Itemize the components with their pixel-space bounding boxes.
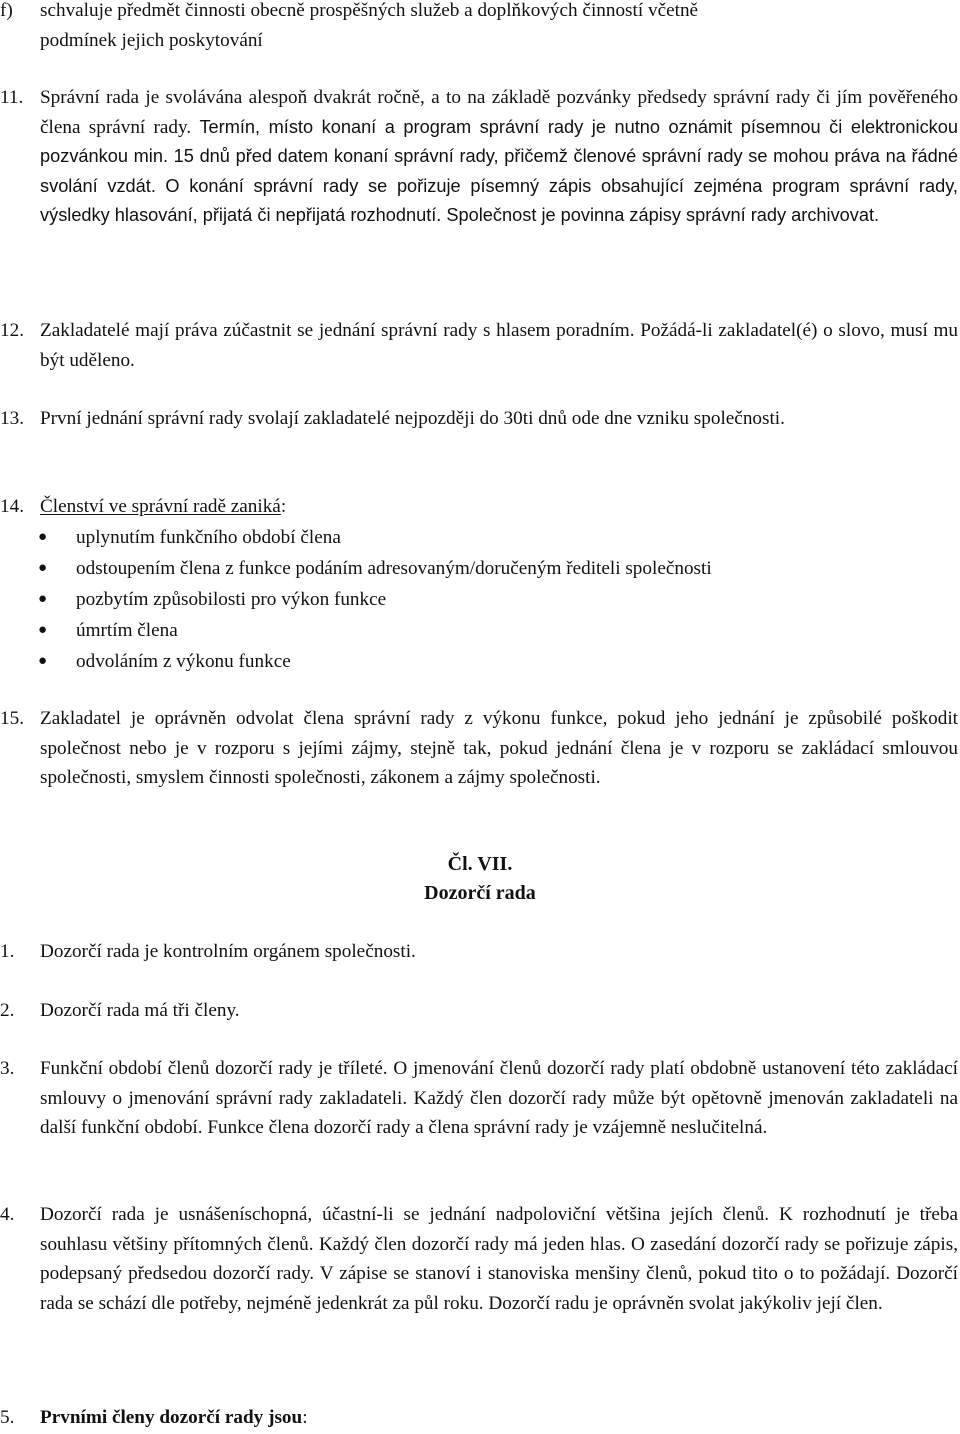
item-f-line2: podmínek jejich poskytování	[40, 29, 263, 51]
item-f-line1: schvaluje předmět činnosti obecně prospěšných služeb a doplňkových činností včetně	[40, 0, 699, 21]
supervisory-paragraph-4-text: Dozorčí rada je usnášeníschopná, účastní-li se jednání nadpoloviční většina jejích členů. K rozhodnutí je třeba souhlasu většiny přítomných členů. Každý člen dozorčí rady má jeden hlas. O zasedání dozorčí rady se pořizuje zápis, podepsaný předsedou dozorčí rady. V zápise se stanoví i stanoviska menšiny členů, pokud tito o to požádají. Dozorčí rada se schází dle potřeby, nejméně jedenkrát za půl roku. Dozorčí radu je oprávněn svolat jakýkoliv její člen.	[40, 1204, 958, 1314]
article-title: Dozorčí rada	[424, 882, 536, 904]
paragraph-11-sentence-c: O konání správní rady se pořizuje písemný zápis obsahující zejména program správní rady, výsledky hlasování, přijatá či nepřijatá rozhodnutí. Společnost je povinna zápisy správní rady archivovat.	[40, 175, 958, 225]
paragraph-11-number: 11.	[0, 87, 24, 108]
supervisory-paragraph-3-text: Funkční období členů dozorčí rady je tříleté. O jmenování členů dozorčí rady platí obdobně ustanovení této zakládací smlouvy o jmenování správní rady zakladateli. Každý člen dozorčí rady může být opětovně jmenován zakladateli na další funkční období. Funkce člena dozorčí rady a člena správní rady je vzájemně neslučitelná.	[40, 1058, 958, 1138]
paragraph-11-sentence-b: Termín, místo konaní a program správní rady je nutno oznámit písemnou či elektronickou pozvánkou min. 15 dnů před datem konaní správní rady, přičemž členové správní rady se mohou práva na řádné svolání vzdát.	[40, 116, 958, 196]
paragraph-15-text: Zakladatel je oprávněn odvolat člena správní rady z výkonu funkce, pokud jeho jednání je způsobilé poškodit společnost nebo je v rozporu s jejími zájmy, stejně tak, pokud jednání člena je v rozporu se zakládací smlouvou společnosti, smyslem činnosti společnosti, zákonem a zájmy společnosti.	[40, 708, 958, 788]
paragraph-15	[0, 704, 958, 793]
paragraph-11-sentence-a: Správní rada je svolávána alespoň dvakrát ročně, a to na základě pozvánky předsedy správní rady či jím pověřeného člena správní rady.	[40, 87, 958, 138]
paragraph-11-text	[40, 83, 958, 231]
list-item: ● odvoláním z výkonu funkce	[38, 651, 291, 672]
supervisory-paragraph-1-number: 1.	[0, 941, 15, 962]
supervisory-paragraph-5-label: Prvními členy dozorčí rady jsou	[40, 1407, 303, 1428]
paragraph-12	[0, 316, 958, 375]
list-item: ● pozbytím způsobilosti pro výkon funkce	[38, 589, 387, 610]
supervisory-paragraph-2-text: Dozorčí rada má tři členy.	[40, 1000, 240, 1021]
paragraph-13-text: První jednání správní rady svolají zakladatelé nejpozději do 30ti dnů ode dne vzniku společnosti.	[40, 408, 785, 429]
supervisory-paragraph-3	[0, 1054, 958, 1143]
membership-end-list	[0, 522, 958, 677]
paragraph-13	[0, 404, 958, 434]
paragraph-11	[0, 83, 958, 231]
supervisory-paragraph-5: 5. Prvními členy dozorčí rady jsou:	[0, 1403, 958, 1433]
paragraph-14: 14. Členství ve správní radě zaniká:	[0, 492, 958, 522]
supervisory-paragraph-1	[0, 937, 958, 967]
list-item: ● úmrtím člena	[38, 620, 178, 641]
supervisory-paragraph-2-number: 2.	[0, 1000, 15, 1021]
paragraph-12-number: 12.	[0, 320, 24, 341]
list-item: ● uplynutím funkčního období člena	[38, 527, 341, 548]
supervisory-paragraph-3-number: 3.	[0, 1058, 15, 1079]
list-item: ● odstoupením člena z funkce podáním adresovaným/doručeným řediteli společnosti	[38, 558, 712, 579]
supervisory-paragraph-4	[0, 1200, 958, 1318]
item-f	[0, 0, 958, 55]
supervisory-paragraph-4-number: 4.	[0, 1204, 15, 1225]
supervisory-paragraph-2	[0, 996, 958, 1026]
supervisory-paragraph-1-text: Dozorčí rada je kontrolním orgánem společnosti.	[40, 941, 416, 962]
paragraph-13-number: 13.	[0, 408, 24, 429]
item-f-marker: f)	[0, 0, 13, 21]
paragraph-14-label: Členství ve správní radě zaniká	[40, 496, 281, 517]
paragraph-12-text: Zakladatelé mají práva zúčastnit se jednání správní rady s hlasem poradním. Požádá-li zakladatel(é) o slovo, musí mu být uděleno.	[40, 320, 958, 371]
paragraph-14-number: 14.	[0, 496, 24, 517]
paragraph-15-number: 15.	[0, 708, 24, 729]
article-number: Čl. VII.	[447, 853, 513, 875]
supervisory-paragraph-5-number: 5.	[0, 1407, 15, 1428]
